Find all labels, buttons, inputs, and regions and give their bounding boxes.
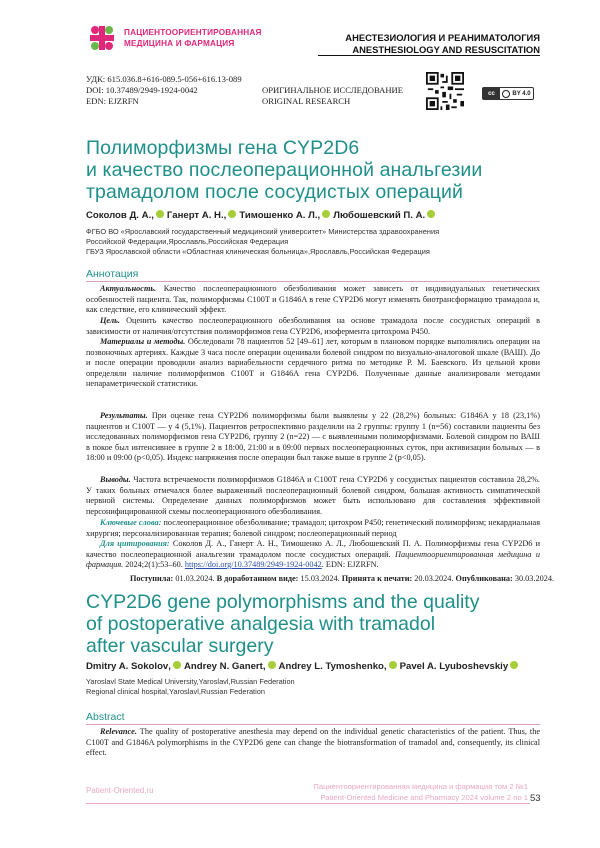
label: Результаты. [100, 411, 148, 420]
author-name: Тимошенко А. Л. [239, 210, 318, 221]
issue: 2024;2(1):53–60. [125, 560, 183, 569]
label: Relevance. [100, 727, 137, 736]
text: При оценке гена CYP2D6 полиморфизмы были выявлены у 22 (28,2%) больных: G1846A у 18 (23,1%) пациентов и C100T — у 4 (5,1%). Пациентов ретроспективно разделили на 2 группы: группу 1 (n=56) составили пациенты без исследованных полиморфизмов гена CYP2D6, группу 2 (n=22) — с выявленными полиморфизмами. Болевой синдром по ВАШ в покое был интенсивнее в группе 2 в 18:00, 21:00 и в 09:00 первых послеоперационных суток, при активизации больных — в 18:00 и 09:00 (p<0,05). Индекс напряжения после операции был также выше в группе 2 (p<0,05). [86, 411, 540, 462]
text: Обследовали 78 пациентов 52 [49–61] лет, которым в плановом порядке выполнялись операции на позвоночных артериях. Каждые 3 часа после операции оценивали болевой синдром по визуально-аналоговой шкале (ВАШ). До и после операции проводили анализ вариабельности сердечного ритма по методике Р. М. Баевского. Из цельной крови определяли наличие полиморфизмов C100T и G1846A гена CYP2D6. Полученные данные анализировали методами непараметрической статистики. [86, 337, 541, 388]
abstract-aim-ru [86, 316, 540, 337]
label: Выводы. [100, 475, 131, 484]
label: Ключевые слова: [100, 518, 162, 527]
text: Частота встречаемости полиморфизмов G1846A и C100T гена CYP2D6 у сосудистых пациентов составила 28,2%. У таких больных отмечался более выраженный послеоперационный болевой синдром, большая активность симпатической нервной системы. Определение данных полиморфизмов может быть использовано для составления эффективной персонифицированной схемы послеоперационного обезболивания. [86, 475, 540, 516]
orcid-icon[interactable] [228, 210, 236, 218]
title-ru-line2: и качество послеоперационной анальгезии [86, 159, 483, 181]
orcid-icon[interactable] [173, 661, 181, 669]
journal-section-en: ANESTHESIOLOGY AND RESUSCITATION [352, 44, 540, 55]
orcid-icon[interactable] [427, 210, 435, 218]
publication-dates [130, 574, 555, 583]
keywords-ru [86, 518, 540, 539]
authors-ru: Соколов Д. А. , Ганерт А. Н. , Тимошенко А. Л. , Любошевский П. А. [86, 210, 438, 221]
text: The quality of postoperative anesthesia may depend on the individual genetic characteristics of the patient. Thus, the C100T and G1846A polymorphisms in the CYP2D6 gene can change the biotransformation of tramadol and, consequently, its clinical effect. [86, 727, 540, 757]
affiliation-en-2: Regional clinical hospital,Yaroslavl,Russian Federation [86, 687, 265, 696]
author-name: Andrey N. Ganert [183, 661, 263, 672]
published-label: Опубликована: [455, 574, 513, 583]
affiliation-ru-1: ФГБО ВО «Ярославский государственный медицинский университет» Министерства здравоохранения [86, 227, 440, 236]
author-name: Dmitry A. Sokolov [86, 661, 169, 672]
footer-journal-en: Patient-Oriented Medicine and Pharmacy 2024 volume 2 no 1 [320, 793, 528, 802]
text: Соколов Д. А., Ганерт А. Н., Тимошенко А. Л., Любошевский П. А. Полиморфизмы гена CYP2D6 и качество послеоперационной анальгезии трамадолом после сосудистых операций. [86, 539, 540, 559]
footer-divider [86, 803, 530, 804]
journal-logo-icon [86, 22, 118, 54]
title-en-line3: after vascular surgery [86, 635, 274, 657]
author-name: Ганерт А. Н. [166, 210, 224, 221]
text: Оценить качество послеоперационного обезболивания на основе трамадола после сосудистых операций в зависимости от наличия/отсутствия полиморфизмов гена CYP2D6, изофермента цитохрома P450. [86, 316, 540, 336]
published-date: 30.03.2024. [514, 574, 555, 583]
attribution-icon [502, 90, 510, 98]
author-name: Любошевский П. А. [333, 210, 426, 221]
doi: DOI: 10.37489/2949-1924-0042 [86, 85, 198, 95]
abstract-heading-ru: Аннотация [86, 268, 139, 280]
label: Цель. [100, 316, 120, 325]
page-number: 53 [530, 793, 541, 804]
article-type-en: ORIGINAL RESEARCH [262, 96, 351, 106]
orcid-icon[interactable] [322, 210, 330, 218]
author-name: Соколов Д. А. [86, 210, 152, 221]
affiliation-ru-3: ГБУЗ Ярославской области «Областная клиническая больница»,Ярославль,Российская Федерация [86, 247, 430, 256]
authors-en: Dmitry A. Sokolov , Andrey N. Ganert , Andrey L. Tymoshenko , Pavel A. Lyuboshevskiy [86, 661, 521, 672]
orcid-icon[interactable] [510, 661, 518, 669]
label: Актуальность. [100, 284, 157, 293]
title-ru-line3: трамадолом после сосудистых операций [86, 181, 464, 203]
section-divider [86, 281, 540, 282]
logo-text-line1: ПАЦИЕНТООРИЕНТИРОВАННАЯ [124, 28, 262, 37]
author-name: Andrey L. Tymoshenko [278, 661, 384, 672]
label: Материалы и методы. [100, 337, 186, 346]
abstract-results-ru [86, 411, 540, 464]
cc-icon: cc [483, 88, 500, 99]
abstract-conclusions-ru [86, 475, 540, 517]
footer-journal-ru: Пациентоориентированная медицина и фармация том 2 №1 [313, 782, 528, 791]
text: Качество послеоперационного обезболивания может зависеть от индивидуальных генетических особенностей пациента. Так, полиморфизмы C100T и G1846A в гене CYP2D6 могут изменять биотрансформацию трамадола и, как следствие, его клинический эффект. [86, 284, 541, 314]
qr-code-icon[interactable] [426, 72, 464, 110]
accepted-label: Принята к печати: [341, 574, 413, 583]
footer-site-url[interactable]: Patient-Oriented.ru [86, 786, 154, 795]
citation-ru [86, 539, 540, 571]
license-label: BY 4.0 [512, 90, 531, 97]
abstract-methods-ru [86, 337, 540, 390]
orcid-icon[interactable] [389, 661, 397, 669]
orcid-icon[interactable] [156, 210, 164, 218]
license-badge[interactable] [482, 87, 534, 100]
title-ru-line1: Полиморфизмы гена CYP2D6 [86, 137, 360, 159]
received-date: 01.03.2024. [175, 574, 215, 583]
text: послеоперационное обезболивание; трамадол; цитохром P450; генетический полиморфизм; некардиальная хирургия; персонализированная терапия; болевой синдром; послеоперационный период [86, 518, 541, 538]
edn: . EDN: EJZRFN. [321, 560, 379, 569]
journal-name: Пациентоориентированная медицина и фармация. [86, 549, 540, 569]
affiliation-en-1: Yaroslavl State Medical University,Yaroslavl,Russian Federation [86, 677, 295, 686]
journal-section-ru: АНЕСТЕЗИОЛОГИЯ И РЕАНИМАТОЛОГИЯ [345, 32, 540, 43]
orcid-icon[interactable] [268, 661, 276, 669]
logo-text-line2: МЕДИЦИНА И ФАРМАЦИЯ [124, 39, 235, 48]
abstract-heading-en: Abstract [86, 711, 125, 723]
doi-link[interactable]: https://doi.org/10.37489/2949-1924-0042 [184, 560, 322, 569]
abstract-relevance-ru [86, 284, 540, 316]
author-name: Pavel A. Lyuboshevskiy [399, 661, 509, 672]
article-type-ru: ОРИГИНАЛЬНОЕ ИССЛЕДОВАНИЕ [262, 85, 404, 95]
affiliation-ru-2: Российской Федерации,Ярославль,Российская Федерация [86, 237, 289, 246]
revised-date: 15.03.2024. [300, 574, 340, 583]
udk: УДК: 615.036.8+616-089.5-056+616.13-089 [86, 74, 242, 84]
received-label: Поступила: [130, 574, 174, 583]
revised-label: В доработанном виде: [216, 574, 299, 583]
edn: EDN: EJZRFN [86, 96, 139, 106]
accepted-date: 20.03.2024. [414, 574, 454, 583]
title-en-line2: of postoperative analgesia with tramadol [86, 613, 436, 635]
title-en-line1: CYP2D6 gene polymorphisms and the quality [86, 591, 480, 613]
abstract-relevance-en [86, 727, 540, 759]
label: Для цитирования: [100, 539, 170, 548]
header-divider [318, 55, 540, 56]
section-divider [86, 724, 540, 725]
